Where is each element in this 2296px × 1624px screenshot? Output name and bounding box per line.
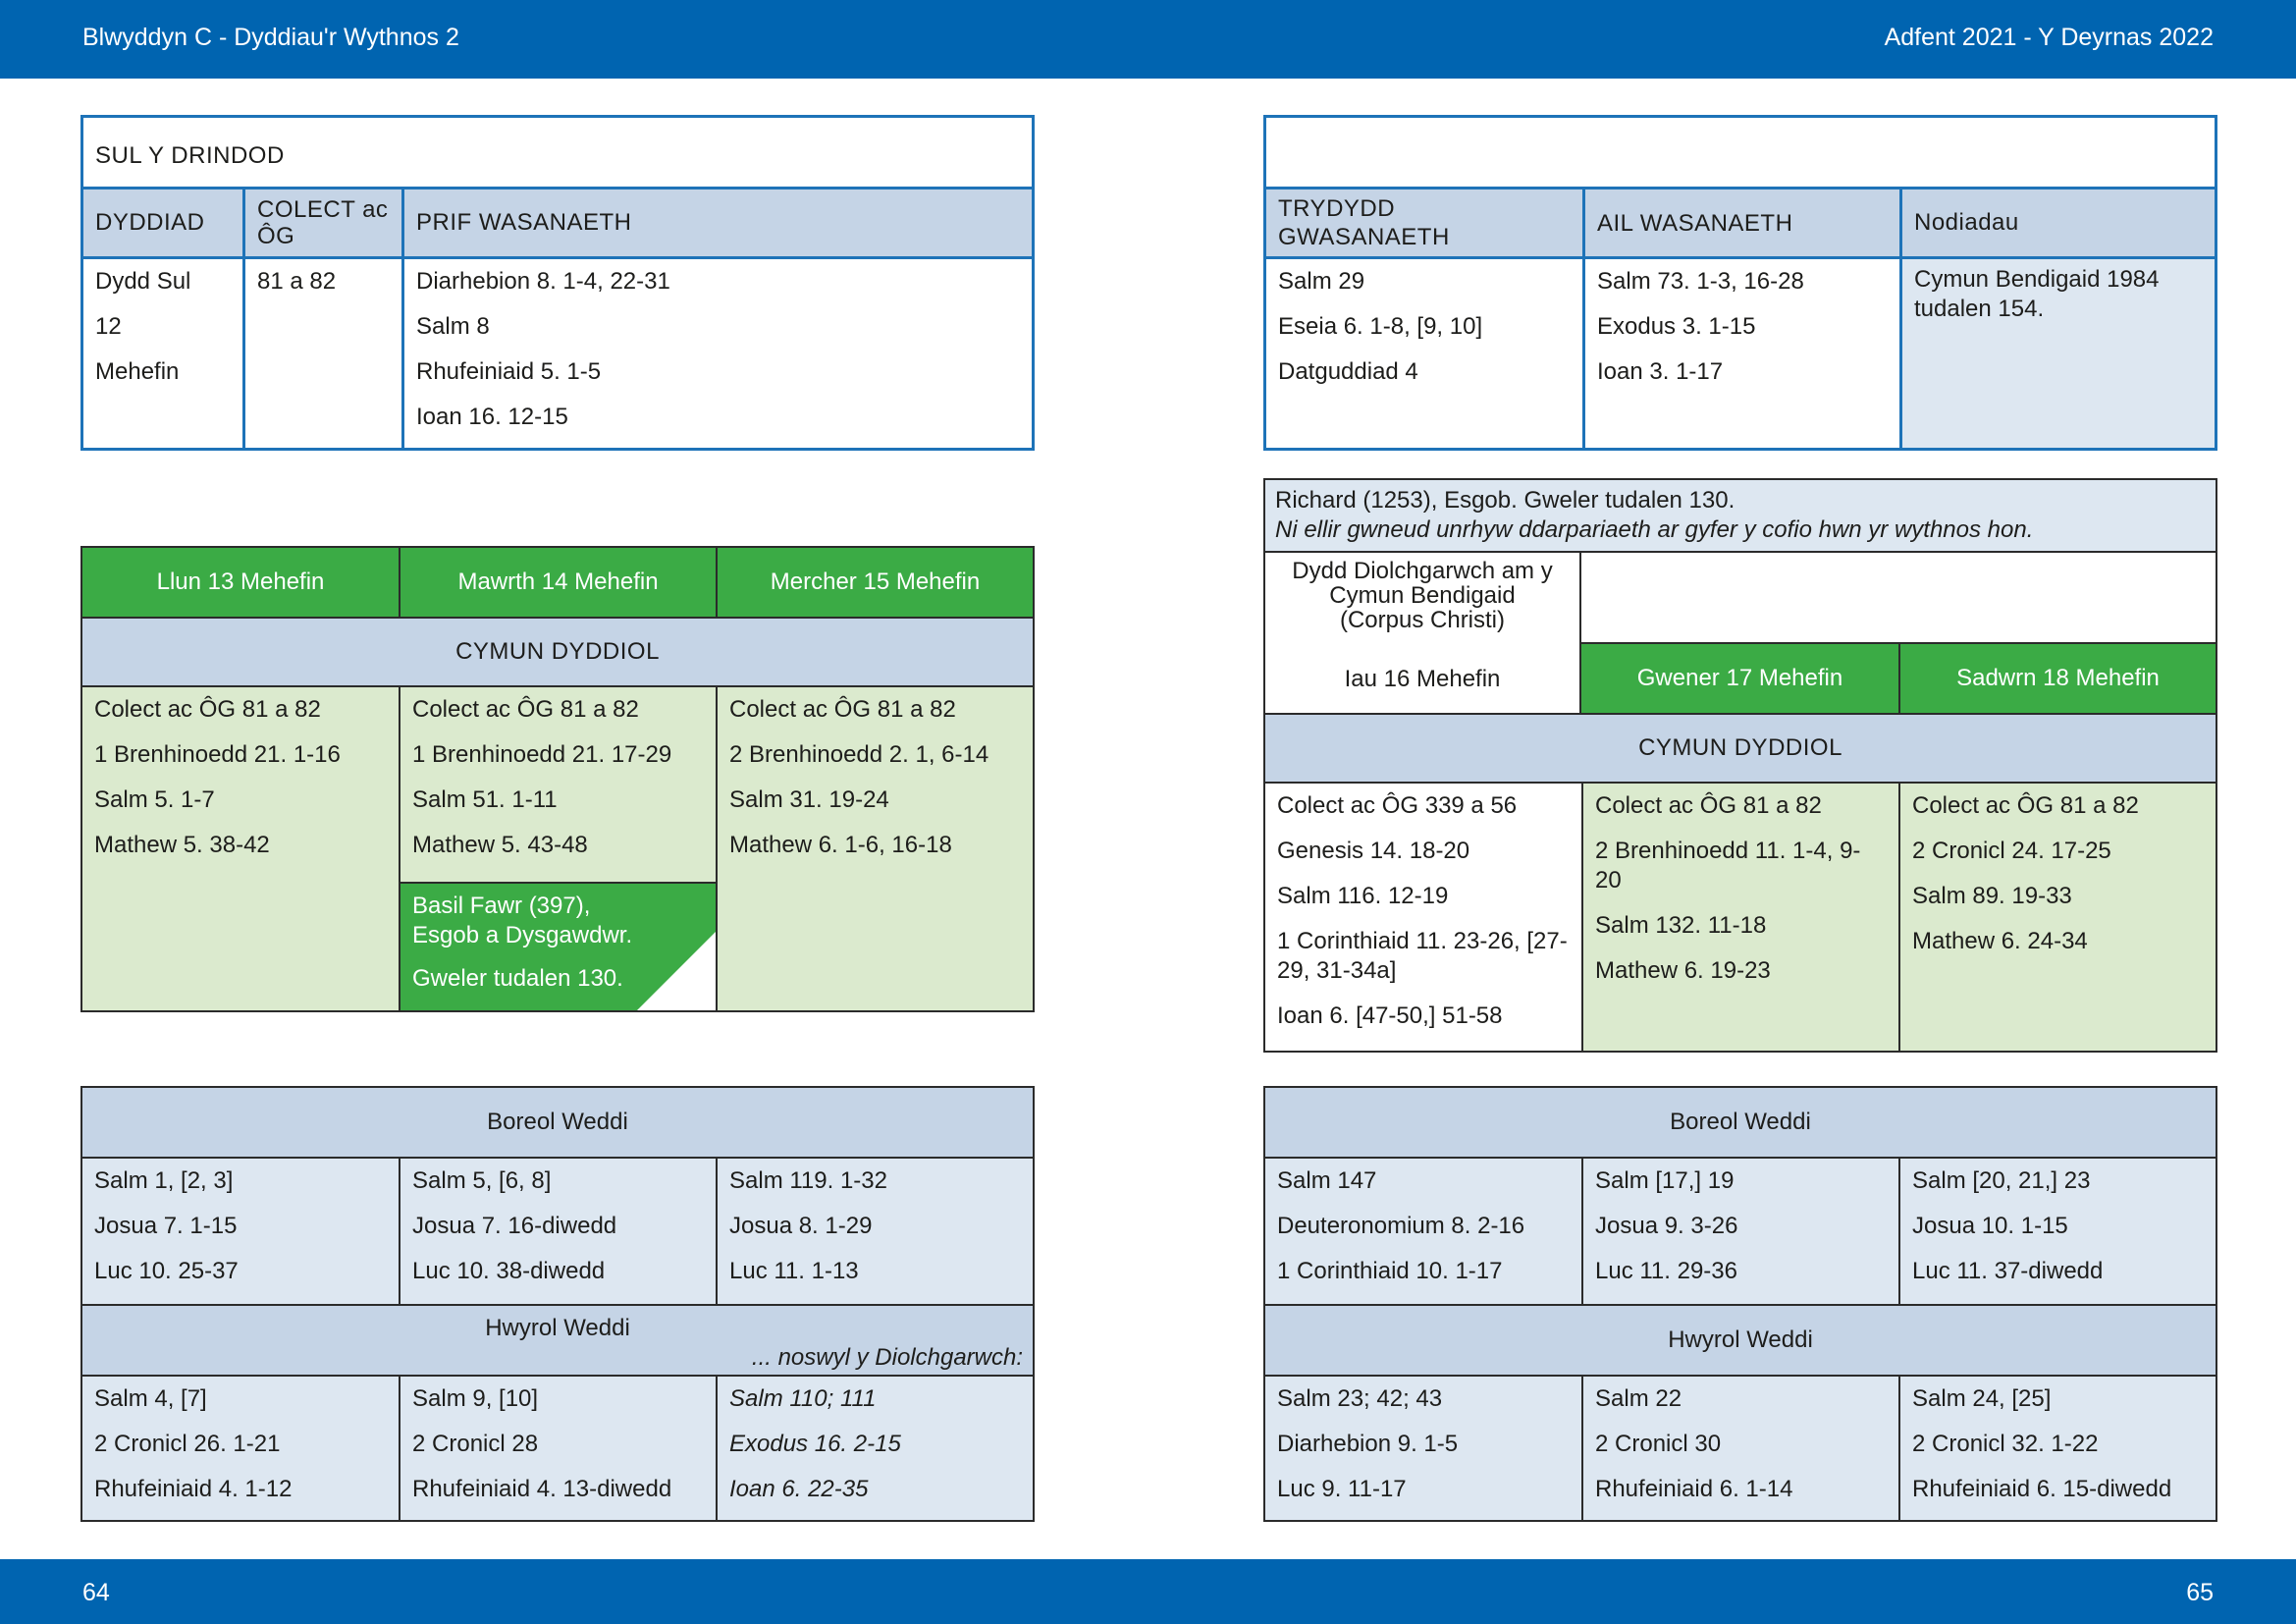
reading: Luc 9. 11-17 bbox=[1277, 1476, 1407, 1502]
reading: Salm 23; 42; 43 bbox=[1277, 1385, 1443, 1412]
reading: 2 Cronicl 24. 17-25 bbox=[1912, 838, 2111, 864]
weekday-table-right bbox=[1263, 478, 2217, 1053]
morning-readings-thursday bbox=[1265, 1157, 1581, 1304]
evening-prayer-label: Hwyrol Weddi bbox=[485, 1315, 630, 1341]
reading: Ioan 6. 22-35 bbox=[729, 1476, 869, 1502]
day-header-monday: Llun 13 Mehefin bbox=[82, 548, 399, 617]
reading: Colect ac ÔG 81 a 82 bbox=[1595, 792, 1822, 819]
sunday-table-right bbox=[1263, 115, 2217, 451]
collect-column-header: COLECT ac ÔG bbox=[242, 189, 401, 256]
evening-readings-wednesday bbox=[716, 1375, 1033, 1520]
reading: Luc 11. 37-diwedd bbox=[1912, 1258, 2104, 1284]
evening-readings-saturday bbox=[1898, 1375, 2216, 1520]
reading: Colect ac ÔG 81 a 82 bbox=[729, 696, 956, 723]
reading: Salm 22 bbox=[1595, 1385, 1682, 1412]
third-service-column-header: TRYDYDD GWASANAETH bbox=[1278, 195, 1450, 250]
sunday-title: SUL Y DRINDOD bbox=[95, 142, 285, 169]
reading: 2 Cronicl 30 bbox=[1595, 1431, 1722, 1457]
reading: Diarhebion 8. 1-4, 22-31 bbox=[416, 268, 670, 295]
office-table-right bbox=[1263, 1086, 2217, 1522]
reading: 2 Brenhinoedd 11. 1-4, 9-20 bbox=[1595, 838, 1861, 893]
reading: 1 Corinthiaid 10. 1-17 bbox=[1277, 1258, 1503, 1284]
header-left-title: Blwyddyn C - Dyddiau'r Wythnos 2 bbox=[82, 24, 459, 51]
page-number-right: 65 bbox=[2186, 1579, 2214, 1606]
richard-line: Richard (1253), Esgob. Gweler tudalen 130. bbox=[1275, 487, 1735, 514]
reading: Salm 89. 19-33 bbox=[1912, 883, 2072, 909]
reading: Josua 7. 1-15 bbox=[94, 1213, 238, 1239]
thanksgiving-line: Dydd Diolchgarwch am y bbox=[1292, 558, 1553, 584]
reading: Salm 4, [7] bbox=[94, 1385, 207, 1412]
page-number-left: 64 bbox=[82, 1579, 110, 1606]
reading: Colect ac ÔG 81 a 82 bbox=[94, 696, 321, 723]
reading: Salm 31. 19-24 bbox=[729, 786, 889, 813]
reading: Ioan 16. 12-15 bbox=[416, 404, 568, 430]
basil-line: Esgob a Dysgawdwr. bbox=[412, 922, 633, 948]
collect-value: 81 a 82 bbox=[257, 268, 337, 295]
reading: Salm 5, [6, 8] bbox=[412, 1167, 552, 1194]
basil-line: Gweler tudalen 130. bbox=[412, 965, 623, 992]
basil-commemoration bbox=[399, 882, 716, 1010]
reading: Eseia 6. 1-8, [9, 10] bbox=[1278, 313, 1483, 340]
reading: Salm 8 bbox=[416, 313, 490, 340]
morning-readings-saturday bbox=[1898, 1157, 2216, 1304]
evening-prayer-header bbox=[82, 1304, 1033, 1375]
reading: Rhufeiniaid 4. 13-diwedd bbox=[412, 1476, 672, 1502]
reading: Salm 51. 1-11 bbox=[412, 786, 558, 813]
day-header-thursday: Iau 16 Mehefin bbox=[1344, 666, 1501, 692]
reading: Rhufeiniaid 5. 1-5 bbox=[416, 358, 602, 385]
sunday-collect-cell bbox=[242, 259, 401, 448]
second-service-column-header: AIL WASANAETH bbox=[1582, 189, 1899, 256]
reading: Mathew 6. 1-6, 16-18 bbox=[729, 832, 952, 858]
reading: Salm 147 bbox=[1277, 1167, 1377, 1194]
thanksgiving-line: Cymun Bendigaid bbox=[1329, 582, 1516, 609]
basil-line: Basil Fawr (397), bbox=[412, 893, 591, 919]
office-table-left bbox=[80, 1086, 1035, 1522]
page-header-bar bbox=[0, 0, 2296, 79]
reading: Mathew 5. 43-48 bbox=[412, 832, 588, 858]
reading: Mathew 6. 19-23 bbox=[1595, 957, 1771, 984]
reading: Salm 73. 1-3, 16-28 bbox=[1597, 268, 1804, 295]
richard-note: Ni ellir gwneud unrhyw ddarpariaeth ar gyfer y cofio hwn yr wythnos hon. bbox=[1275, 516, 2034, 543]
evening-readings-friday bbox=[1581, 1375, 1898, 1520]
evening-prayer-note: ... noswyl y Diolchgarwch: bbox=[751, 1344, 1023, 1371]
date-line: Mehefin bbox=[95, 358, 180, 385]
reading: Salm [20, 21,] 23 bbox=[1912, 1167, 2091, 1194]
reading: 2 Brenhinoedd 2. 1, 6-14 bbox=[729, 741, 989, 768]
friday-readings bbox=[1581, 784, 1898, 1051]
date-column-header: DYDDIAD bbox=[95, 209, 205, 236]
evening-readings-tuesday bbox=[399, 1375, 716, 1520]
reading: 1 Brenhinoedd 21. 1-16 bbox=[94, 741, 341, 768]
morning-readings-monday bbox=[82, 1157, 399, 1304]
morning-readings-tuesday bbox=[399, 1157, 716, 1304]
richard-commemoration bbox=[1265, 480, 2216, 553]
evening-readings-thursday bbox=[1265, 1375, 1581, 1520]
reading: Josua 7. 16-diwedd bbox=[412, 1213, 617, 1239]
reading: Salm 132. 11-18 bbox=[1595, 912, 1767, 939]
reading: Ioan 3. 1-17 bbox=[1597, 358, 1724, 385]
reading: Salm 9, [10] bbox=[412, 1385, 539, 1412]
daily-communion-label: CYMUN DYDDIOL bbox=[82, 617, 1033, 687]
sunday-main-service-cell bbox=[401, 259, 1032, 448]
day-header-tuesday: Mawrth 14 Mehefin bbox=[399, 548, 716, 617]
header-right-title: Adfent 2021 - Y Deyrnas 2022 bbox=[1884, 24, 2214, 51]
reading: Luc 11. 29-36 bbox=[1595, 1258, 1737, 1284]
tuesday-readings bbox=[399, 687, 716, 882]
morning-readings-friday bbox=[1581, 1157, 1898, 1304]
day-header-friday: Gwener 17 Mehefin bbox=[1581, 642, 1898, 713]
thanksgiving-line: (Corpus Christi) bbox=[1339, 607, 1506, 633]
sunday-body-row-right bbox=[1266, 256, 2215, 448]
reading: Rhufeiniaid 6. 15-diwedd bbox=[1912, 1476, 2172, 1502]
reading: 1 Corinthiaid 11. 23-26, [27-29, 31-34a] bbox=[1277, 928, 1568, 984]
sunday-date-cell bbox=[83, 259, 242, 448]
sunday-header-row-right bbox=[1266, 187, 2215, 256]
reading: 2 Cronicl 28 bbox=[412, 1431, 539, 1457]
reading: Colect ac ÔG 81 a 82 bbox=[1912, 792, 2139, 819]
reading: Deuteronomium 8. 2-16 bbox=[1277, 1213, 1525, 1239]
reading: Salm 1, [2, 3] bbox=[94, 1167, 234, 1194]
reading: Luc 11. 1-13 bbox=[729, 1258, 859, 1284]
reading: Josua 8. 1-29 bbox=[729, 1213, 873, 1239]
morning-prayer-label: Boreol Weddi bbox=[82, 1088, 1033, 1157]
reading: 1 Brenhinoedd 21. 17-29 bbox=[412, 741, 672, 768]
wednesday-readings bbox=[716, 687, 1033, 1010]
reading: Mathew 6. 24-34 bbox=[1912, 928, 2088, 954]
sunday-title-blank bbox=[1266, 118, 2215, 187]
date-line: Dydd Sul bbox=[95, 268, 191, 295]
reading: 2 Cronicl 32. 1-22 bbox=[1912, 1431, 2099, 1457]
morning-prayer-label-right: Boreol Weddi bbox=[1265, 1088, 2216, 1157]
reading: Colect ac ÔG 339 a 56 bbox=[1277, 792, 1518, 819]
sunday-body-row bbox=[83, 256, 1032, 448]
notes-cell: Cymun Bendigaid 1984 tudalen 154. bbox=[1899, 259, 2215, 448]
main-service-column-header: PRIF WASANAETH bbox=[401, 189, 1032, 256]
thanksgiving-cell bbox=[1265, 553, 1581, 713]
daily-communion-label-right: CYMUN DYDDIOL bbox=[1265, 713, 2216, 784]
reading: Exodus 16. 2-15 bbox=[729, 1431, 901, 1457]
saturday-readings bbox=[1898, 784, 2216, 1051]
reading: Datguddiad 4 bbox=[1278, 358, 1418, 385]
evening-readings-monday bbox=[82, 1375, 399, 1520]
reading: Salm 116. 12-19 bbox=[1277, 883, 1449, 909]
reading: Ioan 6. [47-50,] 51-58 bbox=[1277, 1002, 1503, 1029]
reading: Salm 5. 1-7 bbox=[94, 786, 215, 813]
reading: Mathew 5. 38-42 bbox=[94, 832, 270, 858]
reading: Salm 119. 1-32 bbox=[729, 1167, 887, 1194]
weekday-table-left bbox=[80, 546, 1035, 1012]
reading: Rhufeiniaid 6. 1-14 bbox=[1595, 1476, 1793, 1502]
reading: Genesis 14. 18-20 bbox=[1277, 838, 1470, 864]
reading: Exodus 3. 1-15 bbox=[1597, 313, 1756, 340]
page-curl-corner bbox=[637, 932, 716, 1010]
reading: Salm 24, [25] bbox=[1912, 1385, 2052, 1412]
reading: Rhufeiniaid 4. 1-12 bbox=[94, 1476, 293, 1502]
day-header-wednesday: Mercher 15 Mehefin bbox=[716, 548, 1033, 617]
sunday-header-row bbox=[83, 187, 1032, 256]
reading: Luc 10. 38-diwedd bbox=[412, 1258, 606, 1284]
day-header-saturday: Sadwrn 18 Mehefin bbox=[1898, 642, 2216, 713]
sunday-table-left bbox=[80, 115, 1035, 451]
reading: 2 Cronicl 26. 1-21 bbox=[94, 1431, 281, 1457]
monday-readings bbox=[82, 687, 399, 1010]
reading: Diarhebion 9. 1-5 bbox=[1277, 1431, 1459, 1457]
second-service-cell bbox=[1582, 259, 1899, 448]
morning-readings-wednesday bbox=[716, 1157, 1033, 1304]
reading: Josua 10. 1-15 bbox=[1912, 1213, 2068, 1239]
reading: Luc 10. 25-37 bbox=[94, 1258, 239, 1284]
thursday-readings bbox=[1265, 784, 1581, 1051]
page-footer-bar bbox=[0, 1559, 2296, 1624]
reading: Salm 29 bbox=[1278, 268, 1365, 295]
third-service-cell bbox=[1266, 259, 1582, 448]
notes-column-header: Nodiadau bbox=[1899, 189, 2215, 256]
reading: Josua 9. 3-26 bbox=[1595, 1213, 1738, 1239]
evening-prayer-label-right: Hwyrol Weddi bbox=[1265, 1304, 2216, 1375]
reading: Colect ac ÔG 81 a 82 bbox=[412, 696, 639, 723]
reading: Salm 110; 111 bbox=[729, 1385, 877, 1412]
reading: Salm [17,] 19 bbox=[1595, 1167, 1735, 1194]
date-line: 12 bbox=[95, 313, 122, 340]
